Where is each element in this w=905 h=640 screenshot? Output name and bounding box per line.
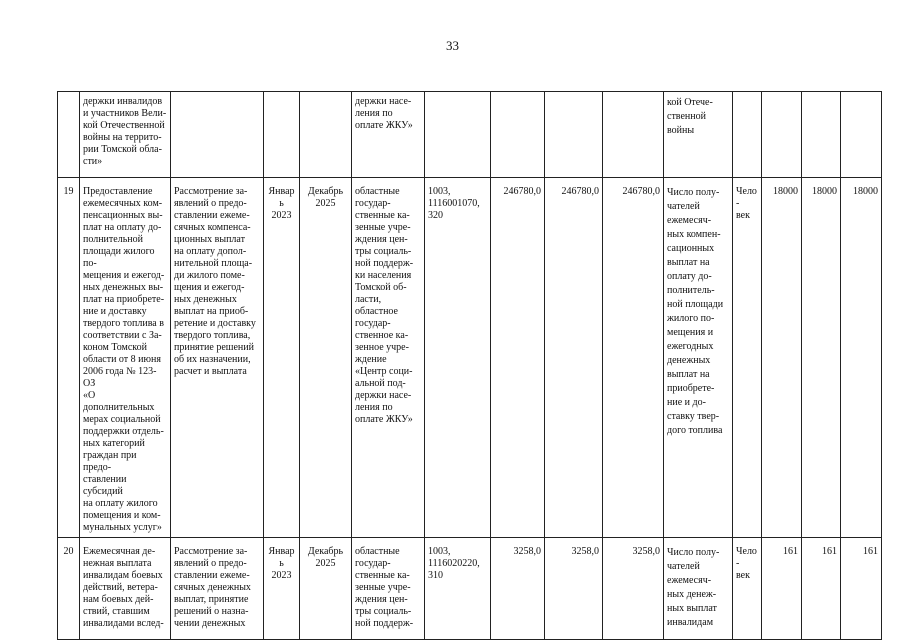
cell-indicator-value-2: 18000: [802, 178, 841, 538]
cell-indicator-value-2: [802, 92, 841, 178]
cell-end-date: Декабрь 2025: [300, 538, 352, 640]
cell-start-date: [264, 92, 300, 178]
cell-number: 20: [58, 538, 80, 640]
cell-funding-3: [603, 92, 664, 178]
cell-number: [58, 92, 80, 178]
cell-indicator: Число полу- чателей ежемесяч- ных компен- сационных выплат на оплату до- полнитель- ной площади жилого по- мещения и ежегодных денежных выплат на приобрете- ние и до- ставку твер- дого топлива: [664, 178, 733, 538]
cell-indicator: Число полу- чателей ежемесяч- ных денеж- ных выплат инвалидам: [664, 538, 733, 640]
cell-end-date: Декабрь 2025: [300, 178, 352, 538]
cell-indicator-value-1: [762, 92, 802, 178]
table-row: [58, 178, 882, 538]
cell-start-date: Январь 2023: [264, 178, 300, 538]
cell-indicator-value-1: 18000: [762, 178, 802, 538]
page-number: 33: [446, 38, 459, 53]
cell-funding-3: 3258,0: [603, 538, 664, 640]
cell-executor: областные государ- ственные ка- зенные учре- ждения цен- тры социаль- ной поддерж- ки населения Томской об- ласти, областное государ- ственное ка- зенное учре- ждение «Центр соци- альной под- держки насе- ления по оплате ЖКУ»: [352, 178, 425, 538]
cell-unit: [733, 92, 762, 178]
cell-executor: держки насе- ления по оплате ЖКУ»: [352, 92, 425, 178]
cell-unit: Чело- век: [733, 538, 762, 640]
cell-activity-content: Рассмотрение за- явлений о предо- ставлении ежеме- сячных денежных выплат, принятие решений о назна- чении денежных: [171, 538, 264, 640]
cell-activity-content: [171, 92, 264, 178]
cell-indicator-value-2: 161: [802, 538, 841, 640]
table-row: [58, 92, 882, 178]
cell-indicator-value-3: 161: [841, 538, 882, 640]
cell-activity-name: Ежемесячная де- нежная выплата инвалидам боевых действий, ветера- нам боевых дей- ствий, ставшим инвалидами вслед-: [80, 538, 171, 640]
cell-end-date: [300, 92, 352, 178]
cell-indicator-value-3: 18000: [841, 178, 882, 538]
cell-number: 19: [58, 178, 80, 538]
cell-funding-1: 3258,0: [491, 538, 545, 640]
cell-executor: областные государ- ственные ка- зенные учре- ждения цен- тры социаль- ной поддерж-: [352, 538, 425, 640]
cell-start-date: Январь 2023: [264, 538, 300, 640]
cell-funding-3: 246780,0: [603, 178, 664, 538]
cell-indicator: кой Отече- ственной войны: [664, 92, 733, 178]
cell-indicator-value-1: 161: [762, 538, 802, 640]
cell-budget-code: 1003, 1116020220, 310: [425, 538, 491, 640]
cell-indicator-value-3: [841, 92, 882, 178]
cell-funding-2: [545, 92, 603, 178]
cell-funding-2: 246780,0: [545, 178, 603, 538]
cell-funding-2: 3258,0: [545, 538, 603, 640]
table-row: [58, 538, 882, 640]
cell-activity-name: держки инвалидов и участников Вели- кой Отечественной войны на террито- рии Томской обла- сти»: [80, 92, 171, 178]
cell-budget-code: [425, 92, 491, 178]
cell-funding-1: [491, 92, 545, 178]
cell-activity-name: Предоставление ежемесячных ком- пенсационных вы- плат на оплату до- полнительной площади жилого по- мещения и ежегод- ных денежных вы- плат на приобрете- ние и доставку твердого топлива в соответствии с За- коном Томской области от 8 июня 2006 года № 123-ОЗ «О дополнительных мерах социальной поддержки отдель- ных категорий граждан при предо- ставлении субсидий на оплату жилого помещения и ком- мунальных услуг»: [80, 178, 171, 538]
cell-unit: Чело- век: [733, 178, 762, 538]
cell-activity-content: Рассмотрение за- явлений о предо- ставлении ежеме- сячных компенса- ционных выплат на оплату допол- нительной площа- ди жилого поме- щения и ежегод- ных денежных выплат на приоб- ретение и доставку твердого топлива, принятие решений об их назначении, расчет и выплата: [171, 178, 264, 538]
cell-budget-code: 1003, 1116001070, 320: [425, 178, 491, 538]
cell-funding-1: 246780,0: [491, 178, 545, 538]
activities-table: [57, 91, 882, 640]
